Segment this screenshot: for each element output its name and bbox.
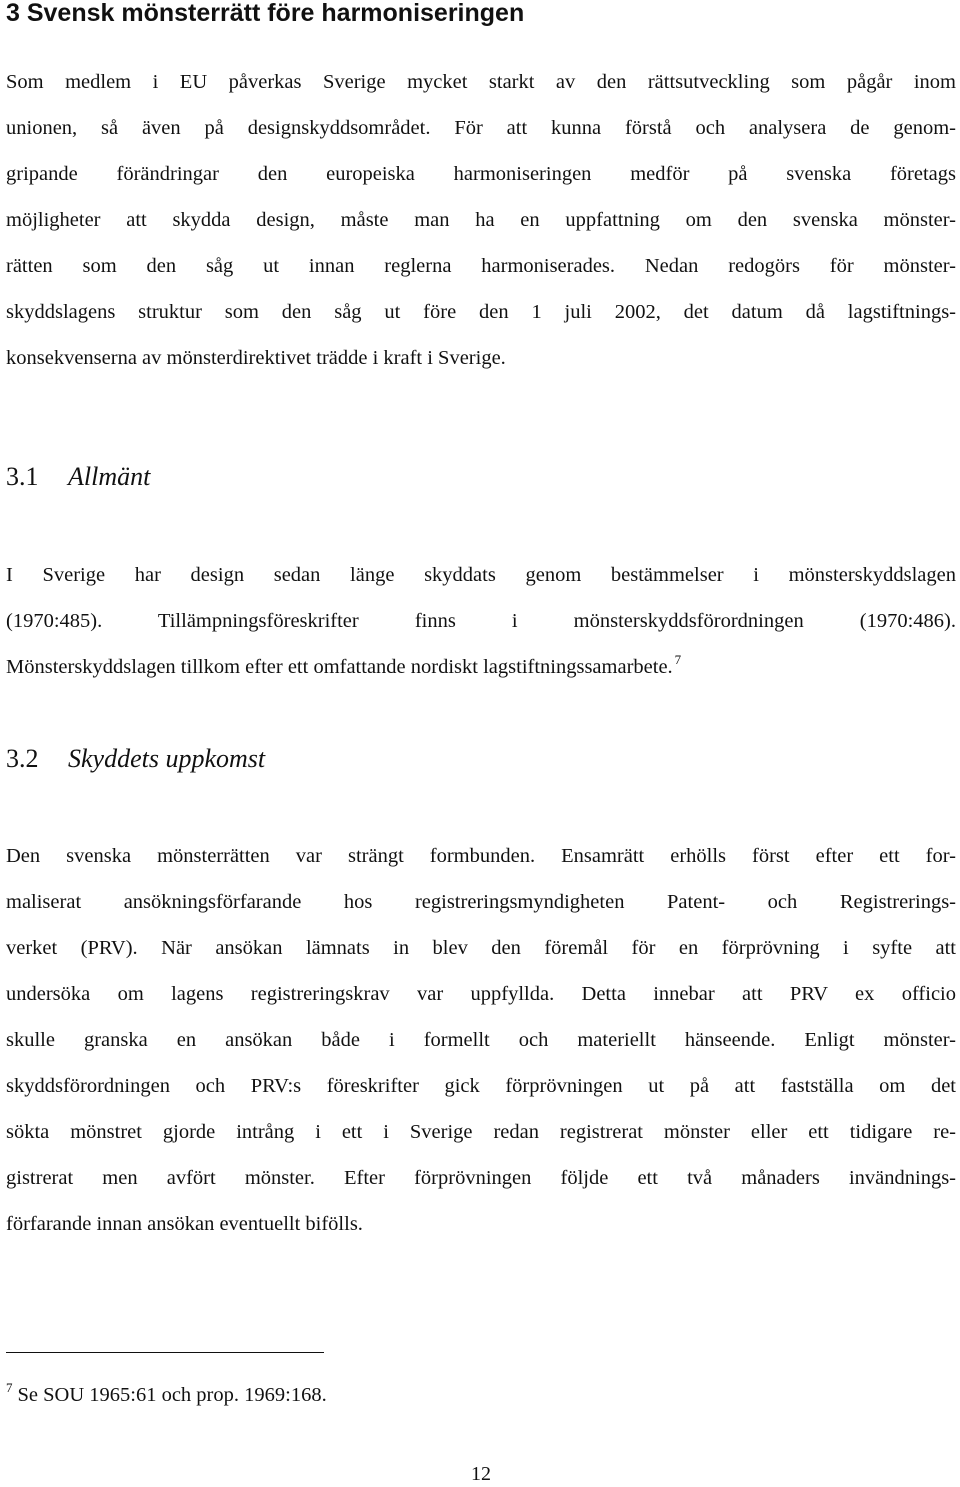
- uppkomst-line: undersöka om lagens registreringskrav var uppfyllda. Detta innebar att PRV ex officio: [6, 983, 956, 1005]
- intro-line: rätten som den såg ut innan reglerna harmoniserades. Nedan redogörs för mönster-: [6, 255, 956, 277]
- section-number: 3.1: [6, 462, 39, 491]
- intro-line: Som medlem i EU påverkas Sverige mycket starkt av den rättsutveckling som pågår inom: [6, 71, 956, 93]
- uppkomst-line: maliserat ansökningsförfarande hos registreringsmyndigheten Patent- och Registrerings-: [6, 891, 956, 913]
- chapter-title: 3 Svensk mönsterrätt före harmoniseringen: [6, 0, 525, 27]
- uppkomst-line: gistrerat men avfört mönster. Efter förprövningen följde ett två månaders invändnings-: [6, 1167, 956, 1189]
- section-title: Skyddets uppkomst: [68, 744, 266, 773]
- intro-line: gripande förändringar den europeiska harmoniseringen medför på svenska företags: [6, 163, 956, 185]
- section-number: 3.2: [6, 744, 39, 773]
- intro-line: konsekvenserna av mönsterdirektivet trädde i kraft i Sverige.: [6, 347, 506, 369]
- section-heading-allmant: [6, 461, 150, 493]
- uppkomst-line: skulle granska en ansökan både i formellt och materiellt hänseende. Enligt mönster-: [6, 1029, 956, 1051]
- uppkomst-line: förfarande innan ansökan eventuellt bifölls.: [6, 1213, 363, 1235]
- footnote: [6, 1380, 327, 1410]
- intro-line: unionen, så även på designskyddsområdet. För att kunna förstå och analysera de genom-: [6, 117, 956, 139]
- footnote-text: Se SOU 1965:61 och prop. 1969:168.: [17, 1384, 327, 1406]
- allmant-paragraph: [6, 552, 956, 690]
- section-title: Allmänt: [68, 462, 151, 491]
- intro-line: skyddslagens struktur som den såg ut före den 1 juli 2002, det datum då lagstiftnings-: [6, 301, 956, 323]
- intro-line: möjligheter att skydda design, måste man ha en uppfattning om den svenska mönster-: [6, 209, 956, 231]
- uppkomst-line: Den svenska mönsterrätten var strängt formbunden. Ensamrätt erhölls först efter ett for-: [6, 845, 956, 867]
- uppkomst-line: verket (PRV). När ansökan lämnats in blev den föremål för en förprövning i syfte att: [6, 937, 956, 959]
- allmant-line: (1970:485). Tillämpningsföreskrifter finns i mönsterskyddsförordningen (1970:486).: [6, 610, 956, 632]
- footnote-divider: [6, 1352, 324, 1353]
- allmant-line: I Sverige har design sedan länge skyddats genom bestämmelser i mönsterskyddslagen: [6, 564, 956, 586]
- uppkomst-line: skyddsförordningen och PRV:s föreskrifter gick förprövningen ut på att fastställa om det: [6, 1075, 956, 1097]
- footnote-number: 7: [6, 1380, 13, 1395]
- page-number: 12: [471, 1463, 491, 1485]
- section-heading-skyddets-uppkomst: [6, 743, 265, 775]
- allmant-line-text: Mönsterskyddslagen tillkom efter ett omfattande nordiskt lagstiftningssamarbete.: [6, 656, 673, 678]
- uppkomst-line: sökta mönstret gjorde intrång i ett i Sverige redan registrerat mönster eller ett tidigare re-: [6, 1121, 956, 1143]
- footnote-reference[interactable]: 7: [674, 652, 682, 667]
- skyddets-uppkomst-paragraph: [6, 833, 956, 1247]
- intro-paragraph: [6, 59, 956, 381]
- allmant-line: [6, 644, 956, 690]
